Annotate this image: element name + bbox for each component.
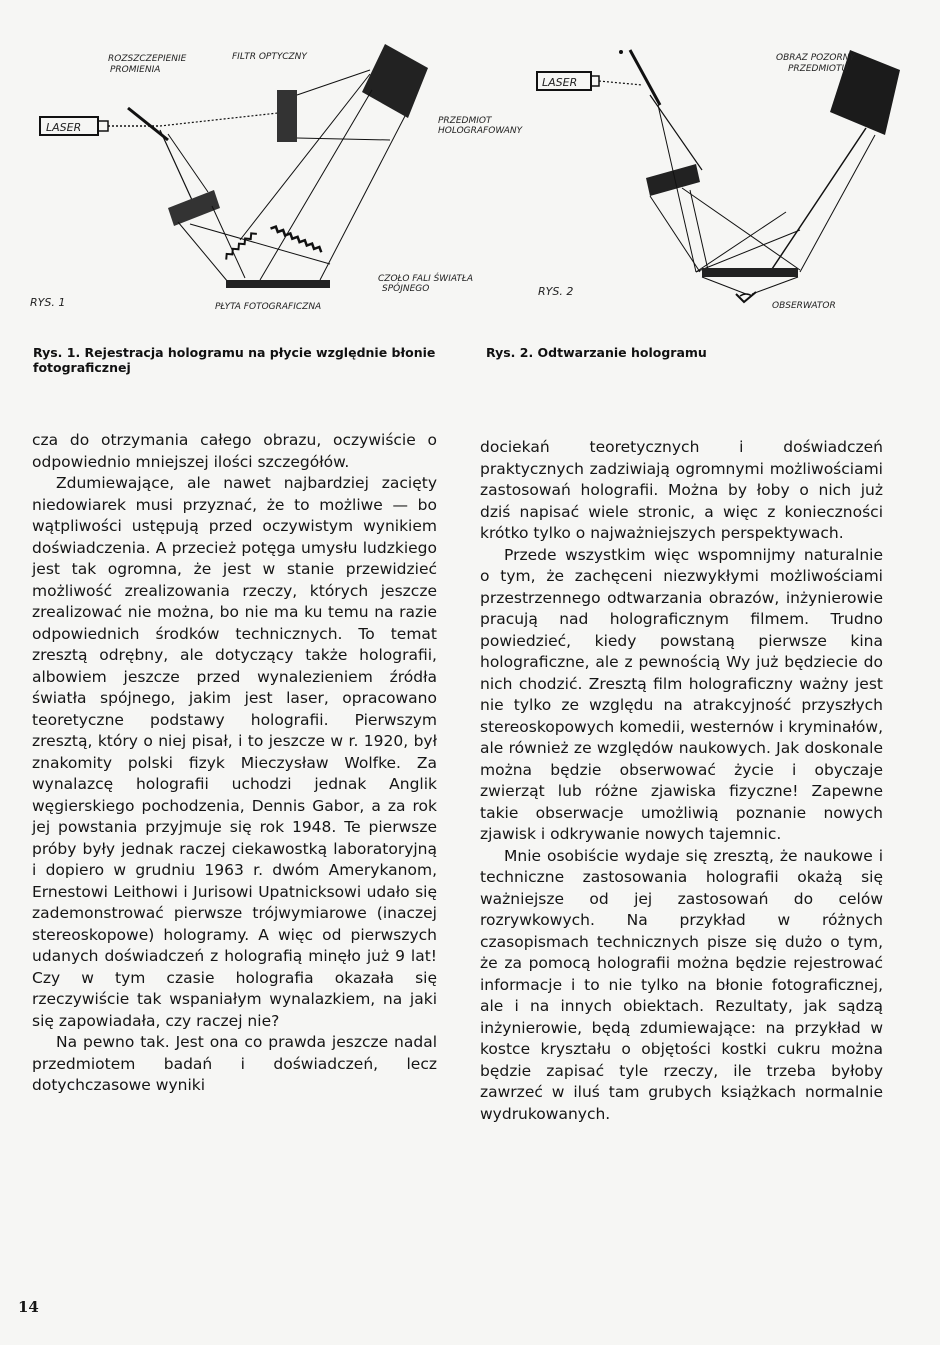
photographic-plate bbox=[226, 280, 330, 288]
wavefront-label-1: CZOŁO FALI ŚWIATŁA bbox=[378, 274, 474, 284]
optical-filter-label: FILTR OPTYCZNY bbox=[232, 52, 307, 62]
optical-filter bbox=[277, 90, 297, 142]
plate-label: PŁYTA FOTOGRAFICZNA bbox=[215, 302, 322, 312]
right-column bbox=[480, 437, 883, 1125]
mirror bbox=[168, 190, 220, 226]
beam-expansion-label-1: ROZSZCZEPIENIE bbox=[108, 54, 187, 64]
figure-2-id: RYS. 2 bbox=[538, 285, 574, 298]
figure-2-hologram-reconstruction bbox=[470, 0, 940, 340]
paragraph: Zdumiewające, ale nawet najbardziej zacięty niedowiarek musi przyznać, że to możliwe — bo wątpliwości ustępują przed oczywistym wynikiem doświadczenia. A przecież potęga umysłu ludzkiego jest tak ogromna, że jest w stanie przewidzieć możliwość zrealizowania rzeczy, których jeszcze zrealizować nie można, bo nie ma ku temu na razie odpowiednich środków technicznych. To temat zresztą odrębny, ale dotyczący także holografii, albowiem jeszcze przed wynalezieniem źródła światła spójnego, jakim jest laser, opracowano teoretyczne podstawy holografii. Pierwszym zresztą, który o niej pisał, i to jeszcze w r. 1920, był znakomity polski fizyk Mieczysław Wolfke. Za wynalazcę holografii uchodzi jednak Anglik węgierskiego pochodzenia, Dennis Gabor, a za rok jej powstania przyjmuje się rok 1948. Te pierwsze próby były jednak raczej ciekawostką laboratoryjną i dopiero w grudniu 1963 r. dwóm Amerykanom, Ernestowi Leithowi i Jurisowi Upatnicksowi udało się zademonstrować pierwsze trójwymiarowe (inaczej stereoskopowe) hologramy. A więc od pierwszych udanych doświadczeń z holografią minęło już 9 lat! Czy w tym czasie holografia okazała się rzeczywiście tak wspaniałym wynalazkiem, na jaki się zapowiadała, czy raczej nie? bbox=[32, 474, 437, 1030]
holographed-object bbox=[362, 44, 428, 118]
object-label-2: HOLOGRAFOWANY bbox=[438, 126, 523, 136]
figure-2-diagram bbox=[470, 0, 940, 340]
virtual-image-label-1: OBRAZ POZORNY bbox=[776, 53, 855, 63]
hologram-plate bbox=[702, 268, 798, 277]
virtual-image-label-2: PRZEDMIOTU bbox=[788, 64, 849, 74]
figure-1-diagram bbox=[0, 0, 523, 340]
page-number: 14 bbox=[18, 1298, 39, 1316]
paragraph: Na pewno tak. Jest ona co prawda jeszcze nadal przedmiotem badań i doświadczeń, lecz dotychczasowe wyniki bbox=[32, 1033, 437, 1094]
laser-label-2: LASER bbox=[542, 76, 578, 89]
object-label-1: PRZEDMIOT bbox=[438, 116, 492, 126]
figure-1-id: RYS. 1 bbox=[30, 296, 66, 309]
wavefront-label-2: SPÓJNEGO bbox=[382, 284, 430, 294]
left-column bbox=[32, 430, 437, 1097]
paragraph: Przede wszystkim więc wspomnijmy naturalnie o tym, że zachęceni niezwykłymi możliwościami przestrzennego odtwarzania obrazów, inżynierowie pracują nad holograficznym filmem. Trudno powiedzieć, kiedy powstaną pierwsze kina holograficzne, ale z pewnością Wy już będziecie do nich chodzić. Zresztą film holograficzny ważny jest nie tylko ze względu na atrakcyjność przyszłych stereoskopowych komedii, westernów i kryminałów, ale również ze względów naukowych. Jak doskonale można będzie obserwować życie i obyczaje zwierząt lub różne zjawiska fizyczne! Zapewne takie obserwacje umożliwią poznanie nowych zjawisk i odkrywanie nowych tajemnic. bbox=[480, 545, 883, 843]
figure-1-caption: Rys. 1. Rejestracja hologramu na płycie względnie błonie fotograficznej bbox=[33, 345, 436, 375]
laser-label: LASER bbox=[46, 121, 82, 134]
figure-1-hologram-recording bbox=[0, 0, 523, 340]
observer-label: OBSERWATOR bbox=[772, 301, 836, 311]
paragraph: cza do otrzymania całego obrazu, oczywiście o odpowiednio mniejszej ilości szczegółów. bbox=[32, 431, 437, 471]
figure-2-caption: Rys. 2. Odtwarzanie hologramu bbox=[486, 345, 707, 360]
paragraph: Mnie osobiście wydaje się zresztą, że naukowe i techniczne zastosowania holografii okażą się ważniejsze od jej zastosowań do celów rozrywkowych. Na przykład w różnych czasopismach technicznych pisze się dużo o tym, że za pomocą holografii można będzie rejestrować informacje i to nie tylko na błonie fotograficznej, ale i na innych obiektach. Rezultaty, jak sądzą inżynierowie, będą zdumiewające: na przykład w kostce kryształu o objętości kostki cukru można będzie zapisać tyle rzeczy, ile trzeba byłoby zawrzeć w iluś tam grubych książkach normalnie wydrukowanych. bbox=[480, 846, 883, 1123]
beam-expansion-label-2: PROMIENIA bbox=[110, 65, 161, 75]
paragraph: dociekań teoretycznych i doświadczeń praktycznych zadziwiają ogromnymi możliwościami zastosowań holografii. Można by łoby o nich już dziś napisać wiele stronic, a więc z konieczności krótko tylko o najważniejszych perspektywach. bbox=[480, 438, 883, 542]
